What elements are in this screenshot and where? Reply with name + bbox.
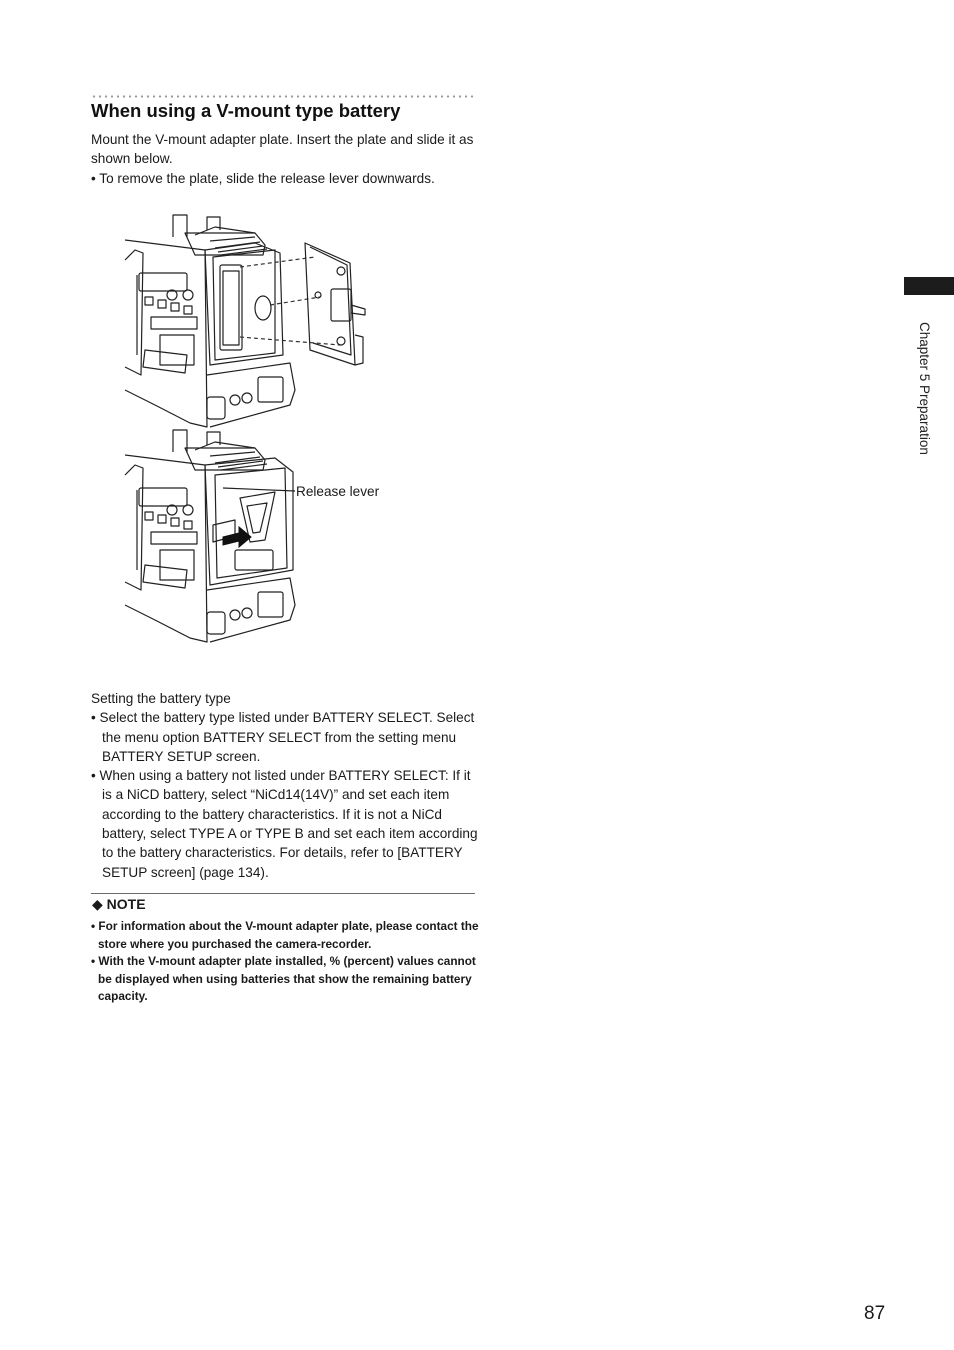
note-item: • For information about the V-mount adapter plate, please contact the store where you purchased the camera-recorder. bbox=[91, 919, 479, 951]
assembly-guide-lines bbox=[240, 257, 340, 345]
chapter-tab-marker bbox=[904, 277, 954, 295]
note-heading: ◆ NOTE bbox=[92, 896, 146, 912]
release-lever-label: Release lever bbox=[296, 484, 380, 499]
settings-heading: Setting the battery type bbox=[91, 691, 231, 706]
section-divider-dots bbox=[91, 95, 475, 98]
battery-setting-instructions bbox=[91, 689, 481, 882]
note-list bbox=[91, 918, 481, 1006]
intro-paragraph: Mount the V-mount adapter plate. Insert the plate and slide it as shown below. bbox=[91, 132, 474, 167]
settings-bullet: • When using a battery not listed under BATTERY SELECT: If it is a NiCD battery, select “NiCd14(14V)” and set each item according to the battery characteristics. If it is not a NiCd battery, select TYPE A or TYPE B and set each item according to the battery characteristics. For details, refer to [BATTERY SETUP screen] (page 134). bbox=[91, 768, 478, 880]
section-title: When using a V-mount type battery bbox=[91, 100, 401, 121]
settings-bullet: • Select the battery type listed under BATTERY SELECT. Select the menu option BATTERY SELECT from the setting menu BATTERY SETUP screen. bbox=[91, 710, 475, 764]
camera-illustration bbox=[115, 205, 405, 650]
camera-bottom-view bbox=[125, 430, 295, 642]
battery-mount-illustration bbox=[115, 205, 405, 650]
release-lever-leader-line bbox=[223, 488, 295, 491]
camera-top-view bbox=[125, 215, 295, 427]
intro-text bbox=[91, 130, 481, 188]
intro-bullet: • To remove the plate, slide the release lever downwards. bbox=[91, 170, 435, 186]
note-item: • With the V-mount adapter plate installed, % (percent) values cannot be displayed when using batteries that show the remaining battery capacity. bbox=[91, 954, 476, 1003]
v-mount-adapter-plate bbox=[305, 243, 365, 365]
note-divider bbox=[91, 893, 475, 894]
chapter-label: Chapter 5 Preparation bbox=[917, 322, 932, 455]
page-number: 87 bbox=[864, 1303, 886, 1324]
